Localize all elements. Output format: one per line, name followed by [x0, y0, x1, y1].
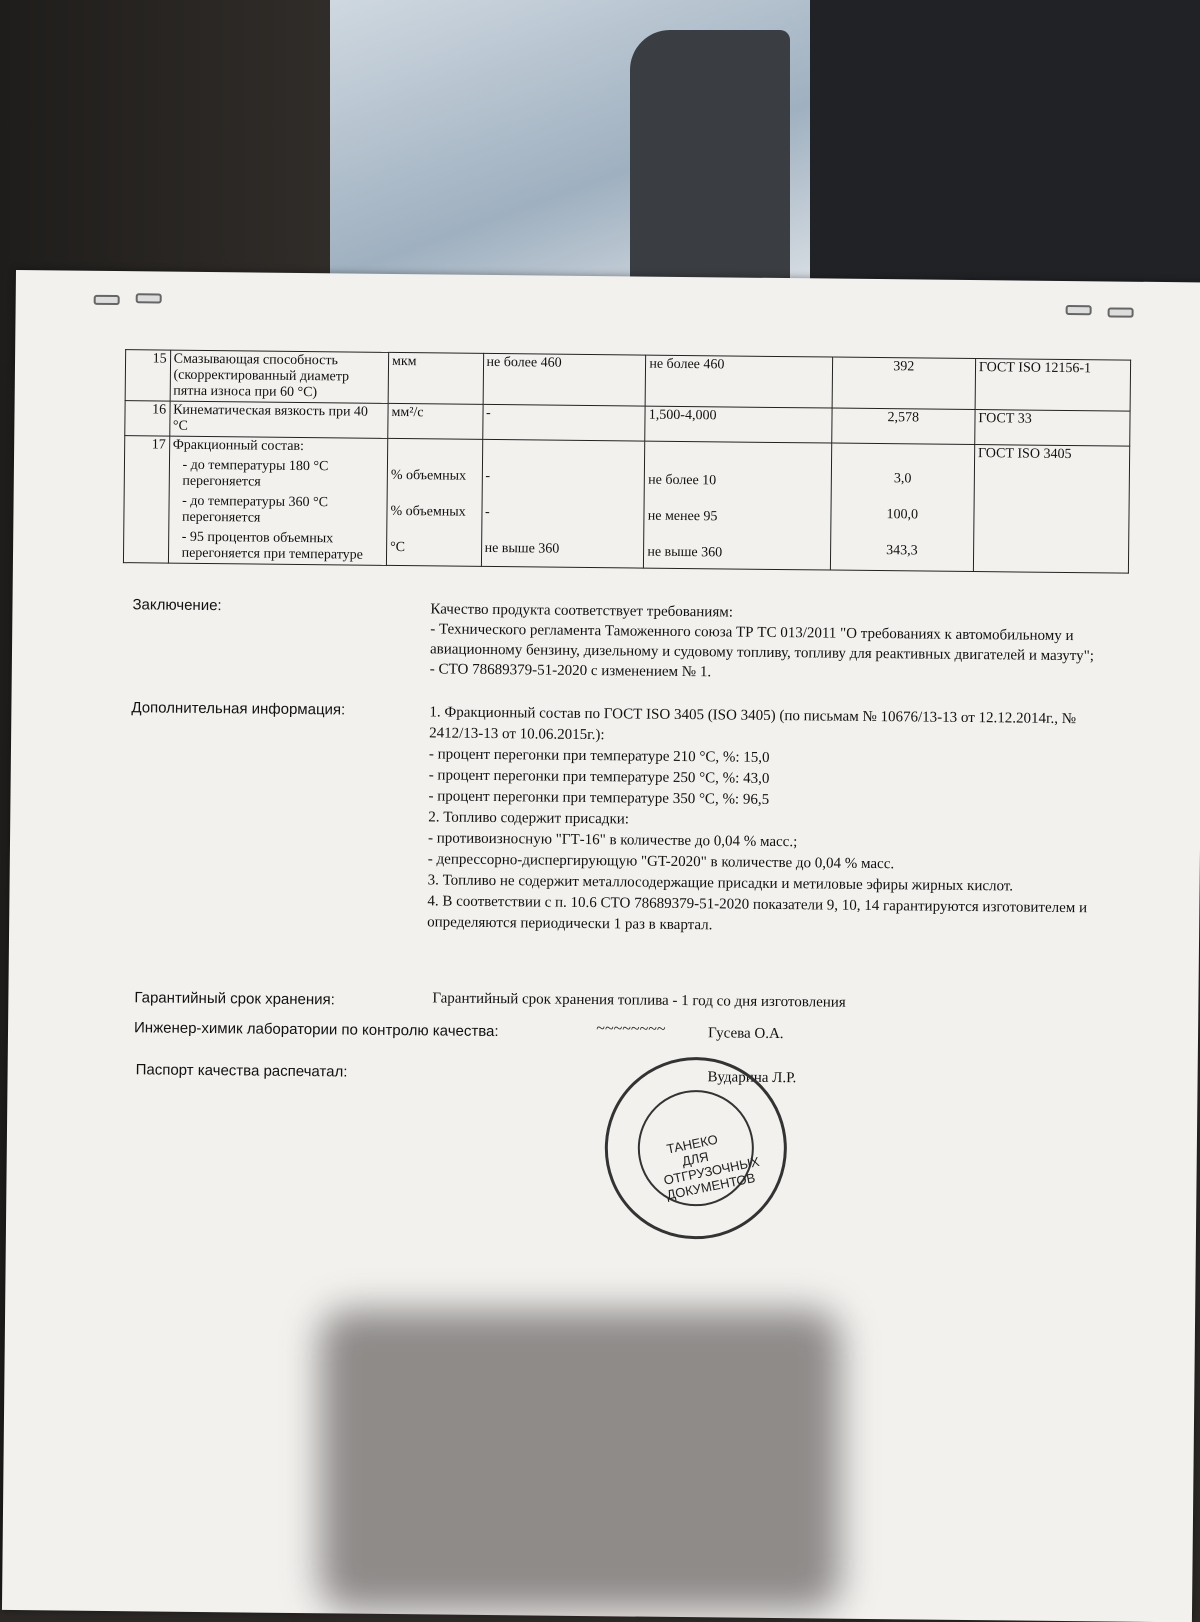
- sub-result: 3,0: [893, 471, 912, 487]
- norm-2: не более 460: [645, 355, 832, 408]
- company-stamp: [604, 1056, 788, 1240]
- sub-result: 343,3: [886, 543, 918, 559]
- sub-norm-1: не выше 360: [484, 540, 560, 557]
- info-line: - процент перегонки при температуре 350 °С, %: 96,5: [428, 788, 770, 808]
- conclusion-text: [430, 599, 1111, 686]
- info-line: 3. Топливо не содержит металлосодержащие присадки и метиловые эфиры жирных кислот.: [427, 872, 1014, 895]
- info-line: - процент перегонки при температуре 250 °С, %: 43,0: [428, 767, 770, 787]
- info-line: - депрессорно-диспергирующую "GT-2020" в количестве до 0,04 % масс.: [427, 851, 895, 873]
- background-dark-panel: [810, 0, 1200, 300]
- warranty-label: Гарантийный срок хранения:: [134, 989, 335, 1009]
- sub-property: - до температуры 180 °С перегоняется: [182, 457, 329, 490]
- sub-result: 100,0: [886, 507, 919, 523]
- engineer-name: Гусева О.А.: [707, 1025, 784, 1043]
- stamp-inner-ring: [637, 1090, 761, 1207]
- engineer-signature: ~~~~~~~~: [595, 1020, 666, 1038]
- background-door: [630, 30, 790, 300]
- staple: [1066, 305, 1092, 315]
- norm-1: не более 460: [483, 353, 646, 406]
- unit: мкм: [388, 352, 483, 404]
- conclusion-line: - СТО 78689379-51-2020 с изменением № 1.: [429, 661, 712, 681]
- conclusion-label: Заключение:: [132, 596, 222, 615]
- sub-unit: °С: [390, 539, 406, 556]
- property-name: [168, 436, 388, 565]
- sub-norm-2: не менее 95: [647, 508, 718, 525]
- property-name: Кинематическая вязкость при 40 °С: [169, 401, 388, 438]
- sub-norm-2: не более 10: [648, 472, 717, 489]
- sub-norm-1: -: [484, 504, 490, 520]
- engineer-label: Инженер-химик лаборатории по контролю качества:: [133, 1019, 499, 1041]
- row-number: 16: [125, 401, 170, 436]
- staple: [94, 295, 120, 305]
- sub-property: - до температуры 360 °С перегоняется: [181, 493, 329, 526]
- row-number: 17: [123, 436, 169, 563]
- conclusion-line: Качество продукта соответствует требованиям:: [430, 601, 734, 621]
- result: [830, 443, 974, 571]
- sub-property: - 95 процентов объемных перегоняется при температуре: [181, 529, 363, 563]
- norm-1: -: [482, 404, 645, 441]
- norm-1: [481, 439, 645, 568]
- properties-table: [123, 349, 1131, 574]
- info-line: - противоизносную "ГТ-16" в количестве до 0,04 % масс.;: [427, 830, 798, 851]
- row-number: 15: [125, 350, 170, 401]
- sub-norm-2: не выше 360: [647, 544, 723, 561]
- staple: [1108, 307, 1134, 317]
- info-line: 1. Фракционный состав по ГОСТ ISO 3405 (ISO 3405) (по письмам № 10676/13-13 от 12.12.2014г., № 2412/13-13 от 10.06.2015г.):: [429, 704, 1077, 744]
- table-row: [123, 436, 1129, 574]
- info-line: - процент перегонки при температуре 210 °С, %: 15,0: [428, 746, 770, 766]
- result: 2,578: [831, 408, 974, 444]
- test-method: ГОСТ 33: [975, 410, 1130, 447]
- printed-by-name: Вударина Л.Р.: [707, 1069, 797, 1087]
- unit: мм²/с: [388, 403, 483, 439]
- info-line: 2. Топливо содержит присадки:: [428, 809, 630, 828]
- warranty-value: Гарантийный срок хранения топлива - 1 год со дня изготовления: [432, 990, 846, 1011]
- unit: [386, 438, 482, 566]
- sub-unit: % объемных: [390, 503, 466, 520]
- info-line: 4. В соответствии с п. 10.6 СТО 78689379-51-2020 показатели 9, 10, 14 гарантируются изготовителем и определяются периодически 1 раз в квартал.: [427, 893, 1088, 934]
- stamp-text: ТАНЕКО ДЛЯ ОТГРУЗОЧНЫХ ДОКУМЕНТОВ: [662, 1131, 761, 1203]
- property-name: Смазывающая способность (скорректированный диаметр пятна износа при 60 °С): [170, 350, 389, 403]
- result: 392: [832, 357, 976, 409]
- conclusion-line: - Технического регламента Таможенного союза ТР ТС 013/2011 "О требованиях к автомобильному и авиационному бензину, дизельному и судовому топливу, топливу для реактивных двигателей и мазуту";: [429, 621, 1095, 665]
- fractional-heading: Фракционный состав:: [172, 437, 305, 455]
- staple: [136, 293, 162, 303]
- test-method: ГОСТ ISO 3405: [973, 445, 1129, 574]
- norm-2: [644, 441, 832, 570]
- additional-info-label: Дополнительная информация:: [131, 699, 346, 719]
- test-method: ГОСТ ISO 12156-1: [975, 359, 1131, 412]
- phone-shadow: [320, 1310, 840, 1610]
- sub-unit: % объемных: [390, 467, 467, 484]
- additional-info-text: [427, 702, 1109, 940]
- sub-norm-1: -: [485, 468, 491, 484]
- printed-by-label: Паспорт качества распечатал:: [135, 1061, 348, 1081]
- norm-2: 1,500-4,000: [645, 406, 832, 443]
